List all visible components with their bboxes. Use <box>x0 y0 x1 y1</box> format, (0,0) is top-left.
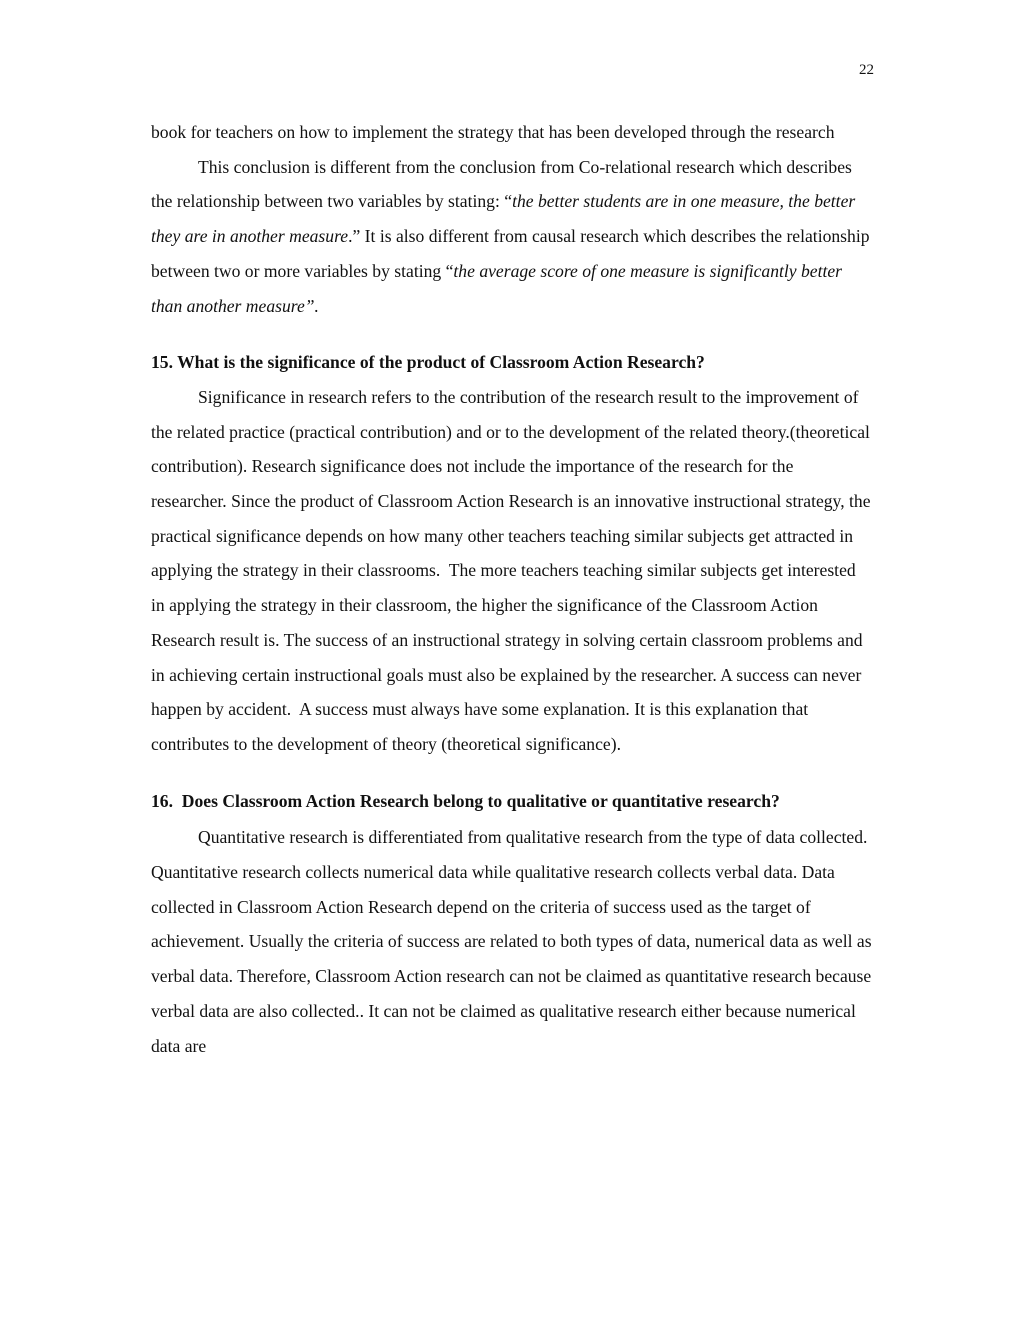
paragraph-text-segment: .” It is also different from causal research which describes the relationship between two or more variables by stating “ <box>151 226 870 281</box>
paragraph-text-segment: This conclusion is different from the conclusion from Co-relational research which describes the relationship between two variables by stating: “ <box>151 156 852 212</box>
section-heading-15: 15. What is the significance of the product of Classroom Action Research? <box>151 352 705 373</box>
italic-quote-causal: the average score of one measure is significantly better than another measure”. <box>151 260 843 316</box>
page-number: 22 <box>859 62 874 78</box>
body-text <box>151 115 873 1063</box>
paragraph-conclusion-comparison <box>151 150 873 324</box>
paragraph-qualitative-quantitative: Quantitative research is differentiated from qualitative research from the type of data collected. Quantitative research collects numerical data while qualitative research collects verbal data. Data collected in Classroom Action Research depend on the criteria of success used as the target of achievement. Usually the criteria of success are related to both types of data, numerical data as well as verbal data. Therefore, Classroom Action research can not be claimed as quantitative research because verbal data are also collected.. It can not be claimed as qualitative research either because numerical data are <box>151 827 872 1056</box>
section-heading-16: 16. Does Classroom Action Research belong to qualitative or quantitative research? <box>151 790 780 811</box>
italic-quote-correlational: the better students are in one measure, the better they are in another measure <box>151 191 856 247</box>
paragraph-significance: Significance in research refers to the contribution of the research result to the improvement of the related practice (practical contribution) and or to the development of the related theory.(theoretical contribution). Research significance does not include the importance of the research for the researcher. Since the product of Classroom Action Research is an innovative instructional strategy, the practical significance depends on how many other teachers teaching similar subjects get attracted in applying the strategy in their classrooms. The more teachers teaching similar subjects get interested in applying the strategy in their classroom, the higher the significance of the Classroom Action Research result is. The success of an instructional strategy in solving certain classroom problems and in achieving certain instructional goals must also be explained by the researcher. A success can never happen by accident. A success must always have some explanation. It is this explanation that contributes to the development of theory (theoretical significance). <box>151 386 871 754</box>
paragraph-continuation: book for teachers on how to implement the strategy that has been developed through the research <box>151 122 835 142</box>
